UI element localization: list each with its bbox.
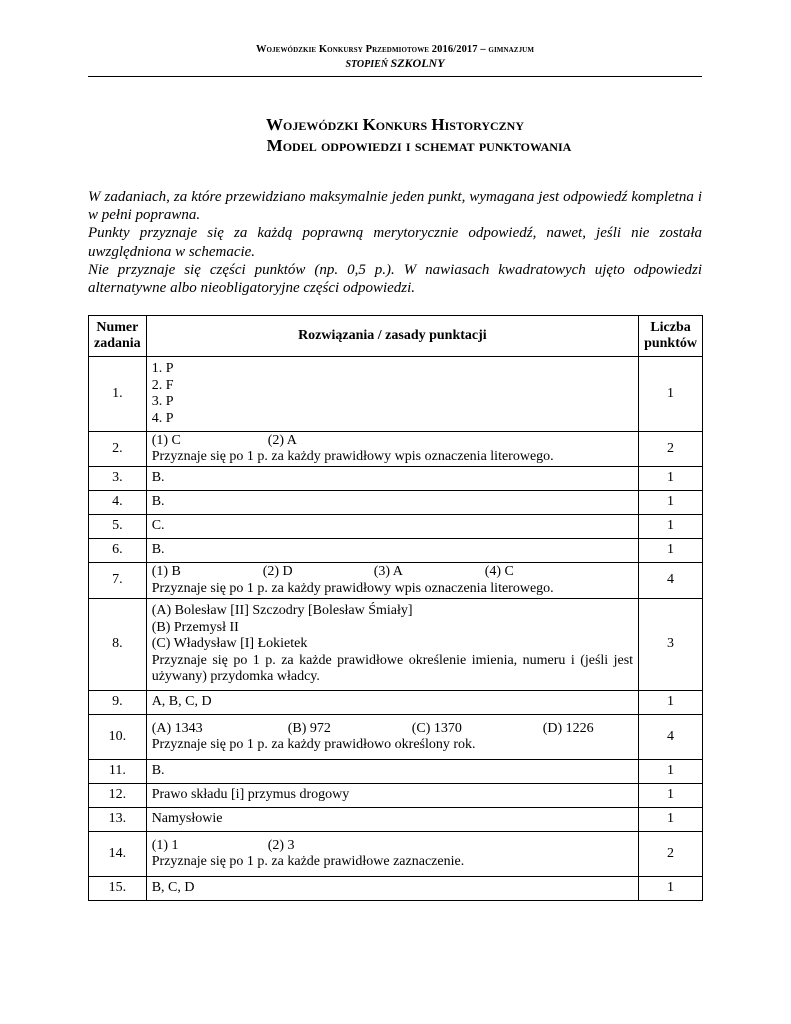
header-points-line1: Liczba — [650, 319, 691, 335]
solution-cell — [146, 357, 638, 432]
task-number: 14. — [89, 832, 147, 877]
task-number: 6. — [89, 539, 147, 563]
solution-line: Przyznaje się po 1 p. za każdy prawidłowy wpis oznaczenia literowego. — [151, 580, 554, 596]
solution-line: C. — [151, 518, 165, 534]
answer-options — [152, 433, 633, 450]
header-task-number-line1: Numer — [96, 319, 139, 335]
task-number: 12. — [89, 784, 147, 808]
solution-cell — [146, 760, 638, 784]
solution-line: Namysłowie — [151, 811, 223, 827]
table-header-row — [89, 316, 703, 357]
table-row — [89, 877, 703, 901]
solution-cell — [146, 432, 638, 467]
header-solutions: Rozwiązania / zasady punktacji — [146, 316, 638, 357]
header-divider — [88, 76, 702, 77]
answer-option: (D) 1226 — [542, 720, 594, 736]
solution-cell — [146, 784, 638, 808]
instructions — [88, 188, 702, 297]
answer-option: (2) D — [262, 564, 293, 579]
task-number: 7. — [89, 563, 147, 599]
table-row — [89, 563, 703, 599]
points-value: 4 — [639, 563, 703, 599]
solution-cell — [146, 877, 638, 901]
task-number: 8. — [89, 599, 147, 691]
header-task-number — [89, 316, 147, 357]
header-stage-level: SZKOLNY — [390, 56, 445, 70]
document-title — [88, 114, 702, 156]
solution-line: B. — [151, 542, 165, 558]
solution-line: 4. P — [151, 410, 174, 426]
answer-option: (A) 1343 — [151, 720, 203, 736]
table-row — [89, 784, 703, 808]
answer-option: (1) 1 — [151, 837, 179, 853]
task-number: 13. — [89, 808, 147, 832]
task-number: 2. — [89, 432, 147, 467]
points-value: 1 — [639, 808, 703, 832]
table-row — [89, 491, 703, 515]
points-value: 1 — [639, 877, 703, 901]
task-number: 11. — [89, 760, 147, 784]
points-value: 1 — [639, 515, 703, 539]
points-value: 4 — [639, 715, 703, 760]
task-number: 10. — [89, 715, 147, 760]
task-number: 15. — [89, 877, 147, 901]
solution-cell — [146, 515, 638, 539]
answer-option: (1) C — [151, 432, 181, 448]
answer-option: (C) 1370 — [411, 720, 462, 736]
solution-cell — [146, 539, 638, 563]
answer-options — [152, 721, 633, 738]
task-number: 3. — [89, 467, 147, 491]
header-competition: Wojewódzkie Konkursy Przedmiotowe 2016/2017 – gimnazjum — [255, 44, 535, 55]
task-number: 1. — [89, 357, 147, 432]
solution-line: Przyznaje się po 1 p. za każde prawidłowe zaznaczenie. — [151, 854, 465, 869]
table-row — [89, 599, 703, 691]
header-points — [639, 316, 703, 357]
solution-line: 1. P — [151, 361, 174, 376]
table-row — [89, 760, 703, 784]
task-number: 4. — [89, 491, 147, 515]
title-line-2: Model odpowiedzi i schemat punktowania — [266, 136, 572, 155]
solution-line: Przyznaje się po 1 p. za każdy prawidłowy wpis oznaczenia literowego. — [151, 449, 554, 464]
points-value: 1 — [639, 691, 703, 715]
solution-cell — [146, 491, 638, 515]
table-row — [89, 539, 703, 563]
solution-line: B. — [151, 494, 165, 510]
points-value: 1 — [639, 467, 703, 491]
solution-line: (C) Władysław [I] Łokietek — [151, 636, 308, 652]
table-row — [89, 832, 703, 877]
solution-line: B, C, D — [151, 880, 195, 896]
answer-options — [152, 564, 633, 581]
header-task-number-line2: zadania — [94, 336, 141, 351]
points-value: 1 — [639, 491, 703, 515]
solution-cell — [146, 467, 638, 491]
solution-line: Przyznaje się po 1 p. za każde prawidłowe określenie imienia, numeru i (jeśli jest używany) przydomka władcy. — [151, 652, 634, 685]
answer-key-table — [88, 315, 703, 901]
points-value: 2 — [639, 432, 703, 467]
points-value: 2 — [639, 832, 703, 877]
page-header — [88, 44, 702, 71]
solution-cell — [146, 691, 638, 715]
instruction-paragraph: Punkty przyznaje się za każdą poprawną merytorycznie odpowiedź, nawet, jeśli nie została uwzględniona w schemacie. — [88, 225, 702, 260]
header-points-line2: punktów — [644, 336, 697, 351]
answer-option: (3) A — [373, 564, 403, 579]
answer-options — [152, 838, 633, 855]
solution-line: (B) Przemysł II — [151, 619, 239, 635]
header-stage-prefix: STOPIEŃ — [345, 59, 391, 70]
table-row — [89, 467, 703, 491]
solution-line: Prawo składu [i] przymus drogowy — [151, 787, 350, 803]
title-line-1: Wojewódzki Konkurs Historyczny — [265, 115, 524, 134]
header-stage — [88, 56, 702, 71]
solution-line: A, B, C, D — [151, 694, 212, 710]
table-row — [89, 691, 703, 715]
points-value: 1 — [639, 357, 703, 432]
table-row — [89, 808, 703, 832]
table-row — [89, 432, 703, 467]
answer-option: (2) A — [267, 432, 297, 448]
solution-cell — [146, 599, 638, 691]
points-value: 1 — [639, 760, 703, 784]
answer-option: (2) 3 — [267, 837, 295, 853]
table-row — [89, 715, 703, 760]
points-value: 1 — [639, 784, 703, 808]
solution-cell — [146, 715, 638, 760]
solution-line: (A) Bolesław [II] Szczodry [Bolesław Śmiały] — [151, 603, 413, 619]
table-row — [89, 357, 703, 432]
solution-line: B. — [151, 763, 165, 779]
solution-cell — [146, 808, 638, 832]
table-body — [89, 357, 703, 901]
solution-cell — [146, 832, 638, 877]
task-number: 9. — [89, 691, 147, 715]
points-value: 3 — [639, 599, 703, 691]
solution-line: 3. P — [151, 394, 174, 409]
answer-option: (B) 972 — [287, 720, 331, 736]
answer-option: (1) B — [151, 564, 181, 579]
table-row — [89, 515, 703, 539]
instruction-paragraph: W zadaniach, za które przewidziano maksymalnie jeden punkt, wymagana jest odpowiedź kompletna i w pełni poprawna. — [88, 189, 702, 224]
points-value: 1 — [639, 539, 703, 563]
solution-line: 2. F — [151, 377, 174, 393]
task-number: 5. — [89, 515, 147, 539]
answer-option: (4) C — [484, 564, 514, 579]
solution-line: B. — [151, 470, 165, 486]
solution-cell — [146, 563, 638, 599]
solution-line: Przyznaje się po 1 p. za każdy prawidłowo określony rok. — [151, 737, 476, 752]
instruction-paragraph: Nie przyznaje się części punktów (np. 0,5 p.). W nawiasach kwadratowych ujęto odpowiedzi alternatywne albo nieobligatoryjne części odpowiedzi. — [88, 261, 702, 297]
